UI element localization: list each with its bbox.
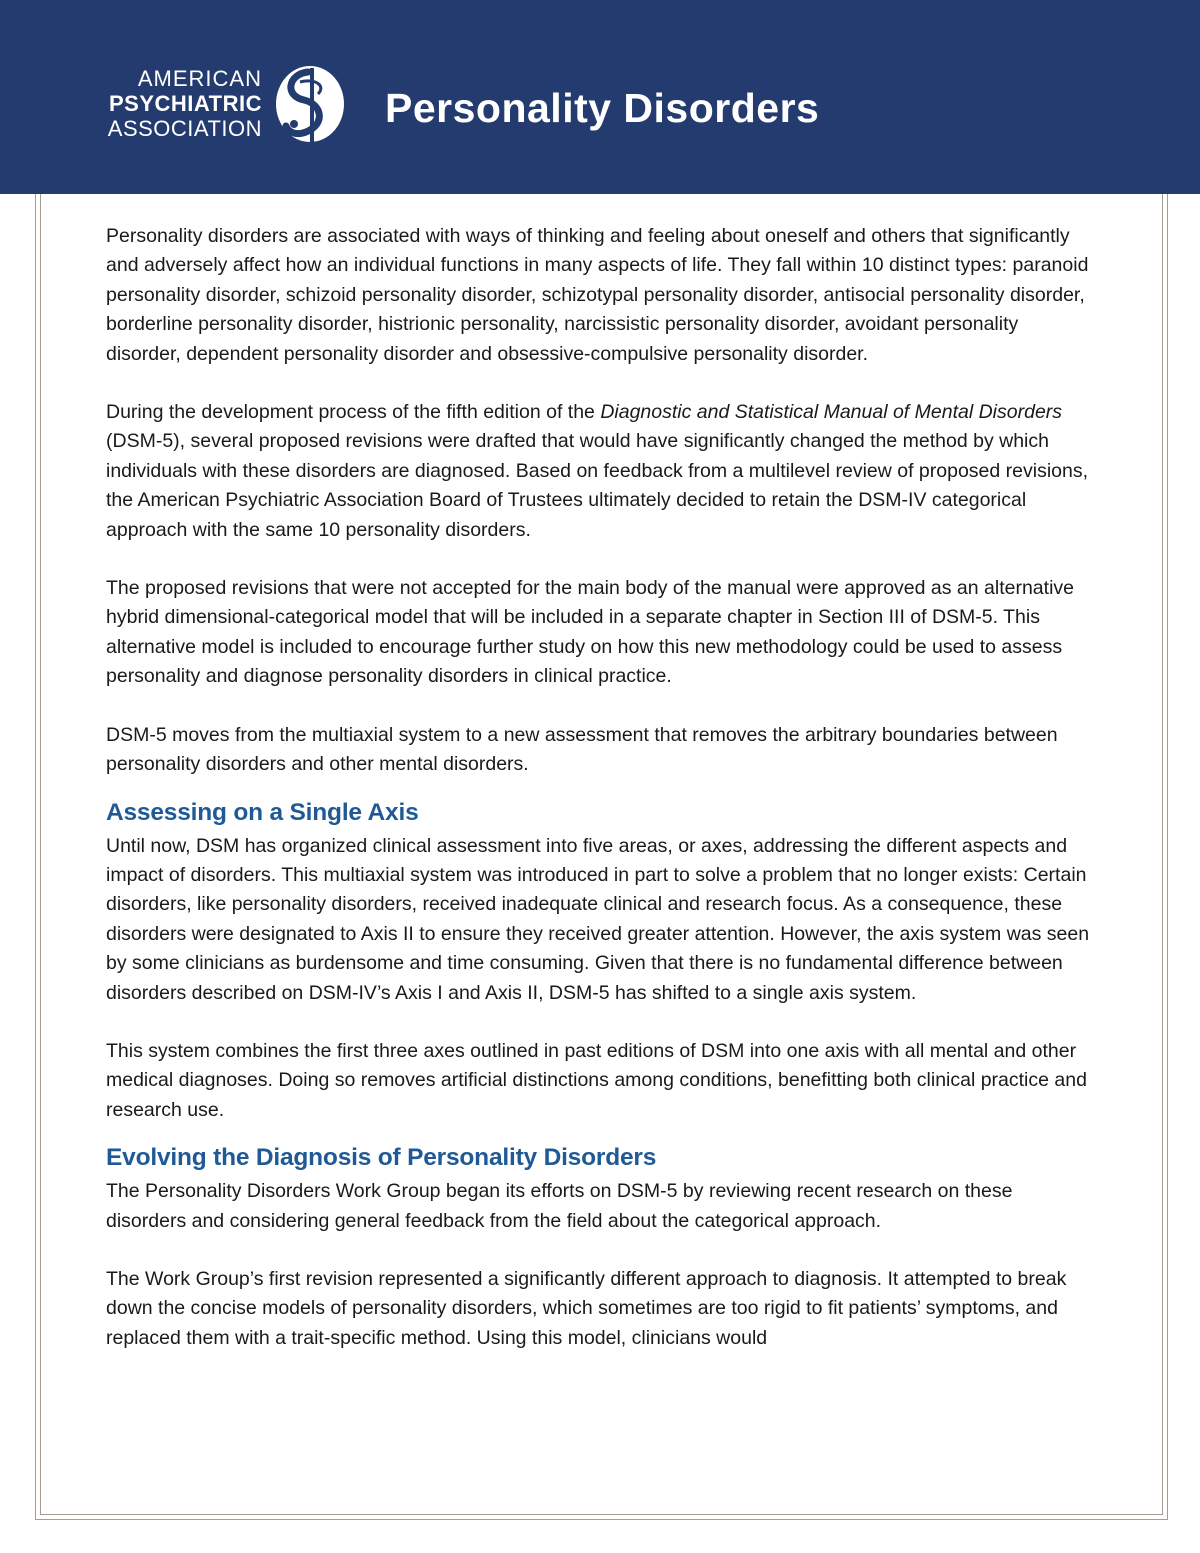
logo-line-american: AMERICAN [137, 66, 262, 91]
heading-evolving-diagnosis: Evolving the Diagnosis of Personality Disorders [106, 1144, 657, 1172]
header-banner [0, 0, 1200, 194]
document-body [106, 222, 1092, 1382]
manual-title-italic: Diagnostic and Statistical Manual of Mental Disorders [600, 401, 1063, 424]
paragraph-first-revision: The Work Group’s first revision represented a significantly different approach to diagnosis. It attempted to break down the concise models of personality disorders, which sometimes are too rigid to fit patients’ symptoms, and replaced them with a trait-specific method. Using this model, clinicians would [106, 1267, 1067, 1349]
paragraph-development [106, 398, 1092, 545]
paragraph-development-lead: During the development process of the fifth edition of the [106, 401, 601, 424]
heading-single-axis: Assessing on a Single Axis [106, 798, 419, 826]
page-title: Personality Disorders [385, 85, 820, 131]
paragraph-intro: Personality disorders are associated with ways of thinking and feeling about oneself and others that significantly and adversely affect how an individual functions in many aspects of life. They fall within 10 distinct types: paranoid personality disorder, schizoid personality disorder, schizotypal personality disorder, antisocial personality disorder, borderline personality disorder, histrionic personality, narcissistic personality disorder, avoidant personality disorder, dependent personality disorder and obsessive-compulsive personality disorder. [106, 225, 1089, 365]
logo-line-association: ASSOCIATION [107, 116, 262, 141]
paragraph-alternative-model: The proposed revisions that were not accepted for the main body of the manual were approved as an alternative hybrid dimensional-categorical model that will be included in a separate chapter in Section III of DSM-5. This alternative model is included to encourage further study on how this new methodology could be used to assess personality and diagnose personality disorders in clinical practice. [106, 577, 1074, 688]
paragraph-work-group: The Personality Disorders Work Group began its efforts on DSM-5 by reviewing recent research on these disorders and considering general feedback from the field about the categorical approach. [106, 1180, 1013, 1232]
paragraph-axis-combined: This system combines the first three axes outlined in past editions of DSM into one axis with all mental and other medical diagnoses. Doing so removes artificial distinctions among conditions, benefitting both clinical practice and research use. [106, 1039, 1087, 1121]
apa-logo-text [80, 68, 262, 140]
paragraph-multiaxial: DSM-5 moves from the multiaxial system to a new assessment that removes the arbitrary boundaries between personality disorders and other mental disorders. [106, 723, 1058, 776]
apa-emblem-icon [270, 62, 350, 152]
paragraph-axis-history: Until now, DSM has organized clinical assessment into five areas, or axes, addressing the different aspects and impact of disorders. This multiaxial system was introduced in part to solve a problem that no longer exists: Certain disorders, like personality disorders, received inadequate clinical and research focus. As a consequence, these disorders were designated to Axis II to ensure they received greater attention. However, the axis system was seen by some clinicians as burdensome and time consuming. Given that there is no fundamental difference between disorders described on DSM-IV’s Axis I and Axis II, DSM-5 has shifted to a single axis system. [106, 834, 1090, 1004]
logo-line-psychiatric: PSYCHIATRIC [109, 91, 262, 116]
paragraph-development-rest: (DSM-5), several proposed revisions were drafted that would have significantly changed the method by which individuals with these disorders are diagnosed. Based on feedback from a multilevel review of proposed revisions, the American Psychiatric Association Board of Trustees ultimately decided to retain the DSM-IV categorical approach with the same 10 personality disorders. [106, 430, 1089, 541]
